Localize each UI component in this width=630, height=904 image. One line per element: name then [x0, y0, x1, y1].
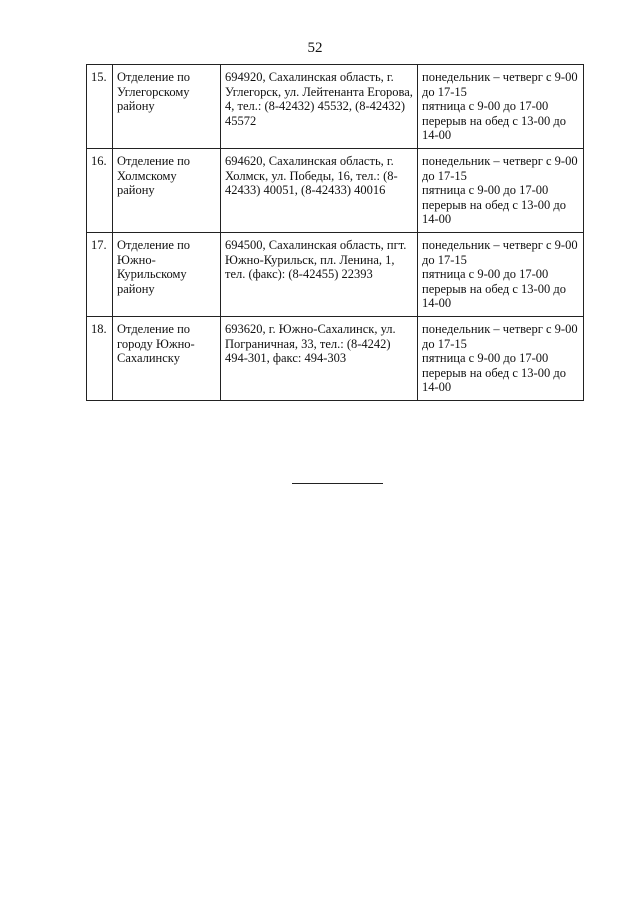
table-row — [87, 65, 584, 149]
row-number: 17. — [87, 233, 113, 317]
office-address: 694920, Сахалинская область, г. Углегорск, ул. Лейтенанта Егорова, 4, тел.: (8-42432) 45532, (8-42432) 45572 — [221, 65, 418, 149]
hours-friday: пятница с 9-00 до 17-00 — [422, 99, 549, 114]
office-name: Отделение по городу Южно-Сахалинску — [113, 317, 221, 401]
table-row — [87, 317, 584, 401]
hours-weekdays: понедельник – четверг с 9-00 до 17-15 — [422, 322, 578, 351]
table-row — [87, 149, 584, 233]
office-address: 694500, Сахалинская область, пгт. Южно-Курильск, пл. Ленина, 1, тел. (факс): (8-42455) 22393 — [221, 233, 418, 317]
hours-lunch-break: перерыв на обед с 13-00 до 14-00 — [422, 281, 566, 311]
row-number: 18. — [87, 317, 113, 401]
hours-friday: пятница с 9-00 до 17-00 — [422, 351, 549, 366]
hours-friday: пятница с 9-00 до 17-00 — [422, 183, 549, 198]
hours-lunch-break: перерыв на обед с 13-00 до 14-00 — [422, 113, 566, 143]
hours-lunch-break: перерыв на обед с 13-00 до 14-00 — [422, 197, 566, 227]
hours-lunch-break: перерыв на обед с 13-00 до 14-00 — [422, 365, 566, 395]
office-hours — [418, 149, 584, 233]
office-name: Отделение по Южно-Курильскому району — [113, 233, 221, 317]
office-hours — [418, 65, 584, 149]
office-address: 694620, Сахалинская область, г. Холмск, ул. Победы, 16, тел.: (8-42433) 40051, (8-42433) 40016 — [221, 149, 418, 233]
office-name: Отделение по Холмскому району — [113, 149, 221, 233]
row-number: 16. — [87, 149, 113, 233]
hours-weekdays: понедельник – четверг с 9-00 до 17-15 — [422, 238, 578, 267]
page-number: 52 — [307, 40, 323, 56]
table-row — [87, 233, 584, 317]
hours-weekdays: понедельник – четверг с 9-00 до 17-15 — [422, 154, 578, 183]
office-hours — [418, 317, 584, 401]
office-address: 693620, г. Южно-Сахалинск, ул. Пограничная, 33, тел.: (8-4242) 494-301, факс: 494-303 — [221, 317, 418, 401]
hours-weekdays: понедельник – четверг с 9-00 до 17-15 — [422, 70, 578, 99]
row-number: 15. — [87, 65, 113, 149]
office-hours — [418, 233, 584, 317]
offices-table — [86, 64, 584, 401]
office-name: Отделение по Углегорскому району — [113, 65, 221, 149]
end-divider — [292, 483, 383, 484]
hours-friday: пятница с 9-00 до 17-00 — [422, 267, 549, 282]
